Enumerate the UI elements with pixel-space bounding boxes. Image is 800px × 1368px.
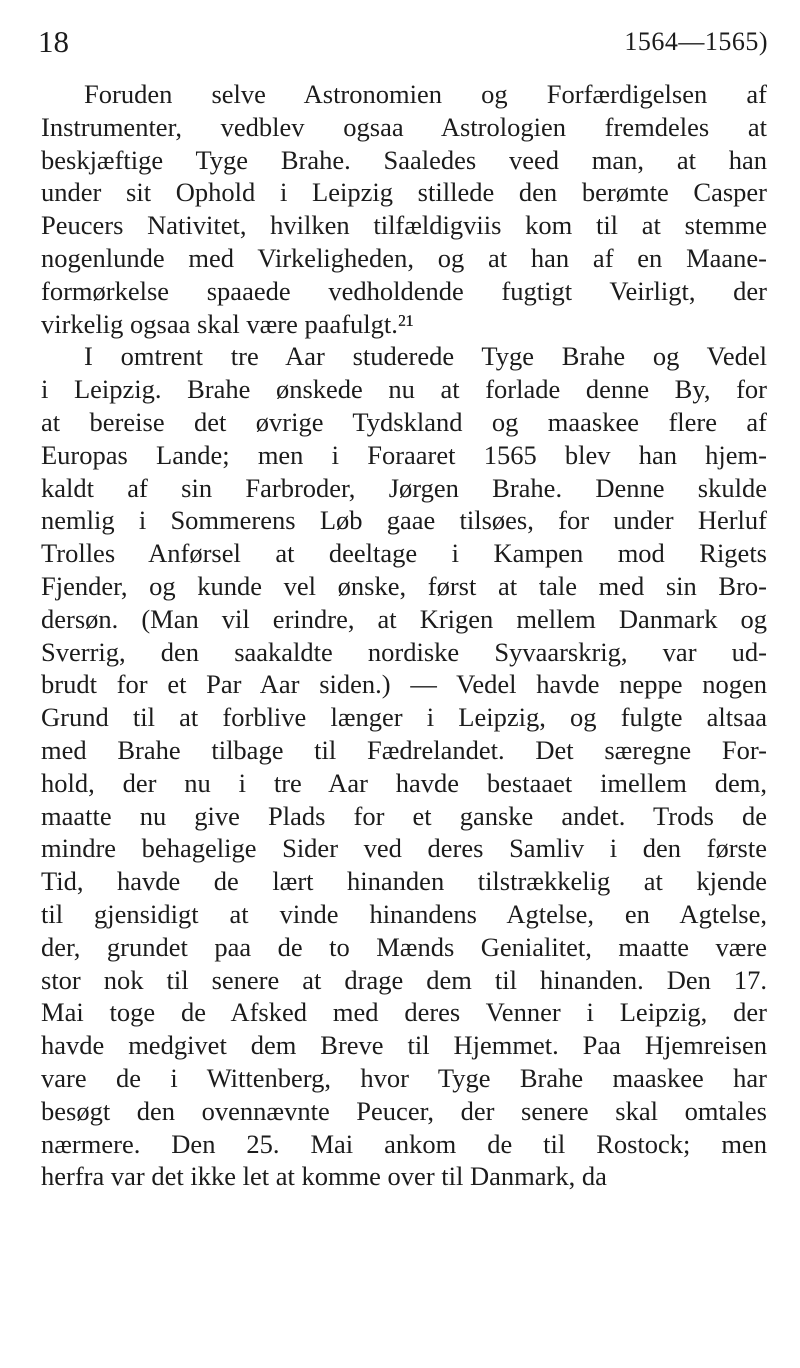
text-line: havde medgivet dem Breve til Hjemmet. Paa Hjemreisen xyxy=(41,1030,767,1061)
text-line: kaldt af sin Farbroder, Jørgen Brahe. Denne skulde xyxy=(41,472,767,503)
text-line: nogenlunde med Virkeligheden, og at han af en Maane- xyxy=(41,242,767,273)
text-line: der, grundet paa de to Mænds Genialitet, maatte være xyxy=(41,931,767,962)
text-line: dersøn. (Man vil erindre, at Krigen mellem Danmark og xyxy=(41,603,767,634)
text-line: Foruden selve Astronomien og Forfærdigelsen af xyxy=(84,79,767,109)
text-line: at bereise det øvrige Tydskland og maaskee flere af xyxy=(41,406,767,437)
text-line: maatte nu give Plads for et ganske andet. Trods de xyxy=(41,800,767,831)
text-line: formørkelse spaaede vedholdende fugtigt Veirligt, der xyxy=(41,275,767,306)
paragraph xyxy=(41,340,767,1193)
text-line: hold, der nu i tre Aar havde bestaaet imellem dem, xyxy=(41,767,767,798)
text-line: til gjensidigt at vinde hinandens Agtelse, en Agtelse, xyxy=(41,898,767,929)
text-line: stor nok til senere at drage dem til hinanden. Den 17. xyxy=(41,964,767,995)
text-line: I omtrent tre Aar studerede Tyge Brahe og Vedel xyxy=(84,341,767,372)
text-line: Grund til at forblive længer i Leipzig, og fulgte altsaa xyxy=(41,702,767,733)
text-line: Europas Lande; men i Foraaret 1565 blev han hjem- xyxy=(41,439,767,470)
page-header xyxy=(38,22,768,62)
text-line: Instrumenter, vedblev ogsaa Astrologien fremdeles at xyxy=(41,111,767,142)
text-line: besøgt den ovennævnte Peucer, der senere skal omtales xyxy=(41,1095,767,1126)
text-line: Sverrig, den saakaldte nordiske Syvaarskrig, var ud- xyxy=(41,636,767,667)
text-line: i Leipzig. Brahe ønskede nu at forlade denne By, for xyxy=(41,374,767,405)
text-line: Fjender, og kunde vel ønske, først at tale med sin Bro- xyxy=(41,570,767,601)
text-line: nemlig i Sommerens Løb gaae tilsøes, for under Herluf xyxy=(41,505,767,536)
text-line: beskjæftige Tyge Brahe. Saaledes veed man, at han xyxy=(41,144,767,175)
text-line: vare de i Wittenberg, hvor Tyge Brahe maaskee har xyxy=(41,1062,767,1093)
body-text xyxy=(41,78,767,1193)
text-line: Tid, havde de lært hinanden tilstrækkelig at kjende xyxy=(41,866,767,897)
text-line: nærmere. Den 25. Mai ankom de til Rostock; men xyxy=(41,1128,767,1159)
text-line: mindre behagelige Sider ved deres Samliv i den første xyxy=(41,833,767,864)
text-line: Mai toge de Afsked med deres Venner i Leipzig, der xyxy=(41,997,767,1028)
running-head-years: 1564—1565) xyxy=(624,27,768,56)
text-line: Trolles Anførsel at deeltage i Kampen mod Rigets xyxy=(41,538,767,569)
text-line: med Brahe tilbage til Fædrelandet. Det særegne For- xyxy=(41,734,767,765)
text-line: brudt for et Par Aar siden.) — Vedel havde neppe nogen xyxy=(41,669,767,700)
page-number: 18 xyxy=(38,24,69,59)
text-line: under sit Ophold i Leipzig stillede den berømte Casper xyxy=(41,177,767,208)
text-line: herfra var det ikke let at komme over til Danmark, da xyxy=(41,1161,607,1192)
paragraph-container xyxy=(41,78,767,1193)
text-line: virkelig ogsaa skal være paafulgt.²¹ xyxy=(41,308,414,339)
text-line: Peucers Nativitet, hvilken tilfældigviis kom til at stemme xyxy=(41,210,767,241)
paragraph xyxy=(41,78,767,340)
